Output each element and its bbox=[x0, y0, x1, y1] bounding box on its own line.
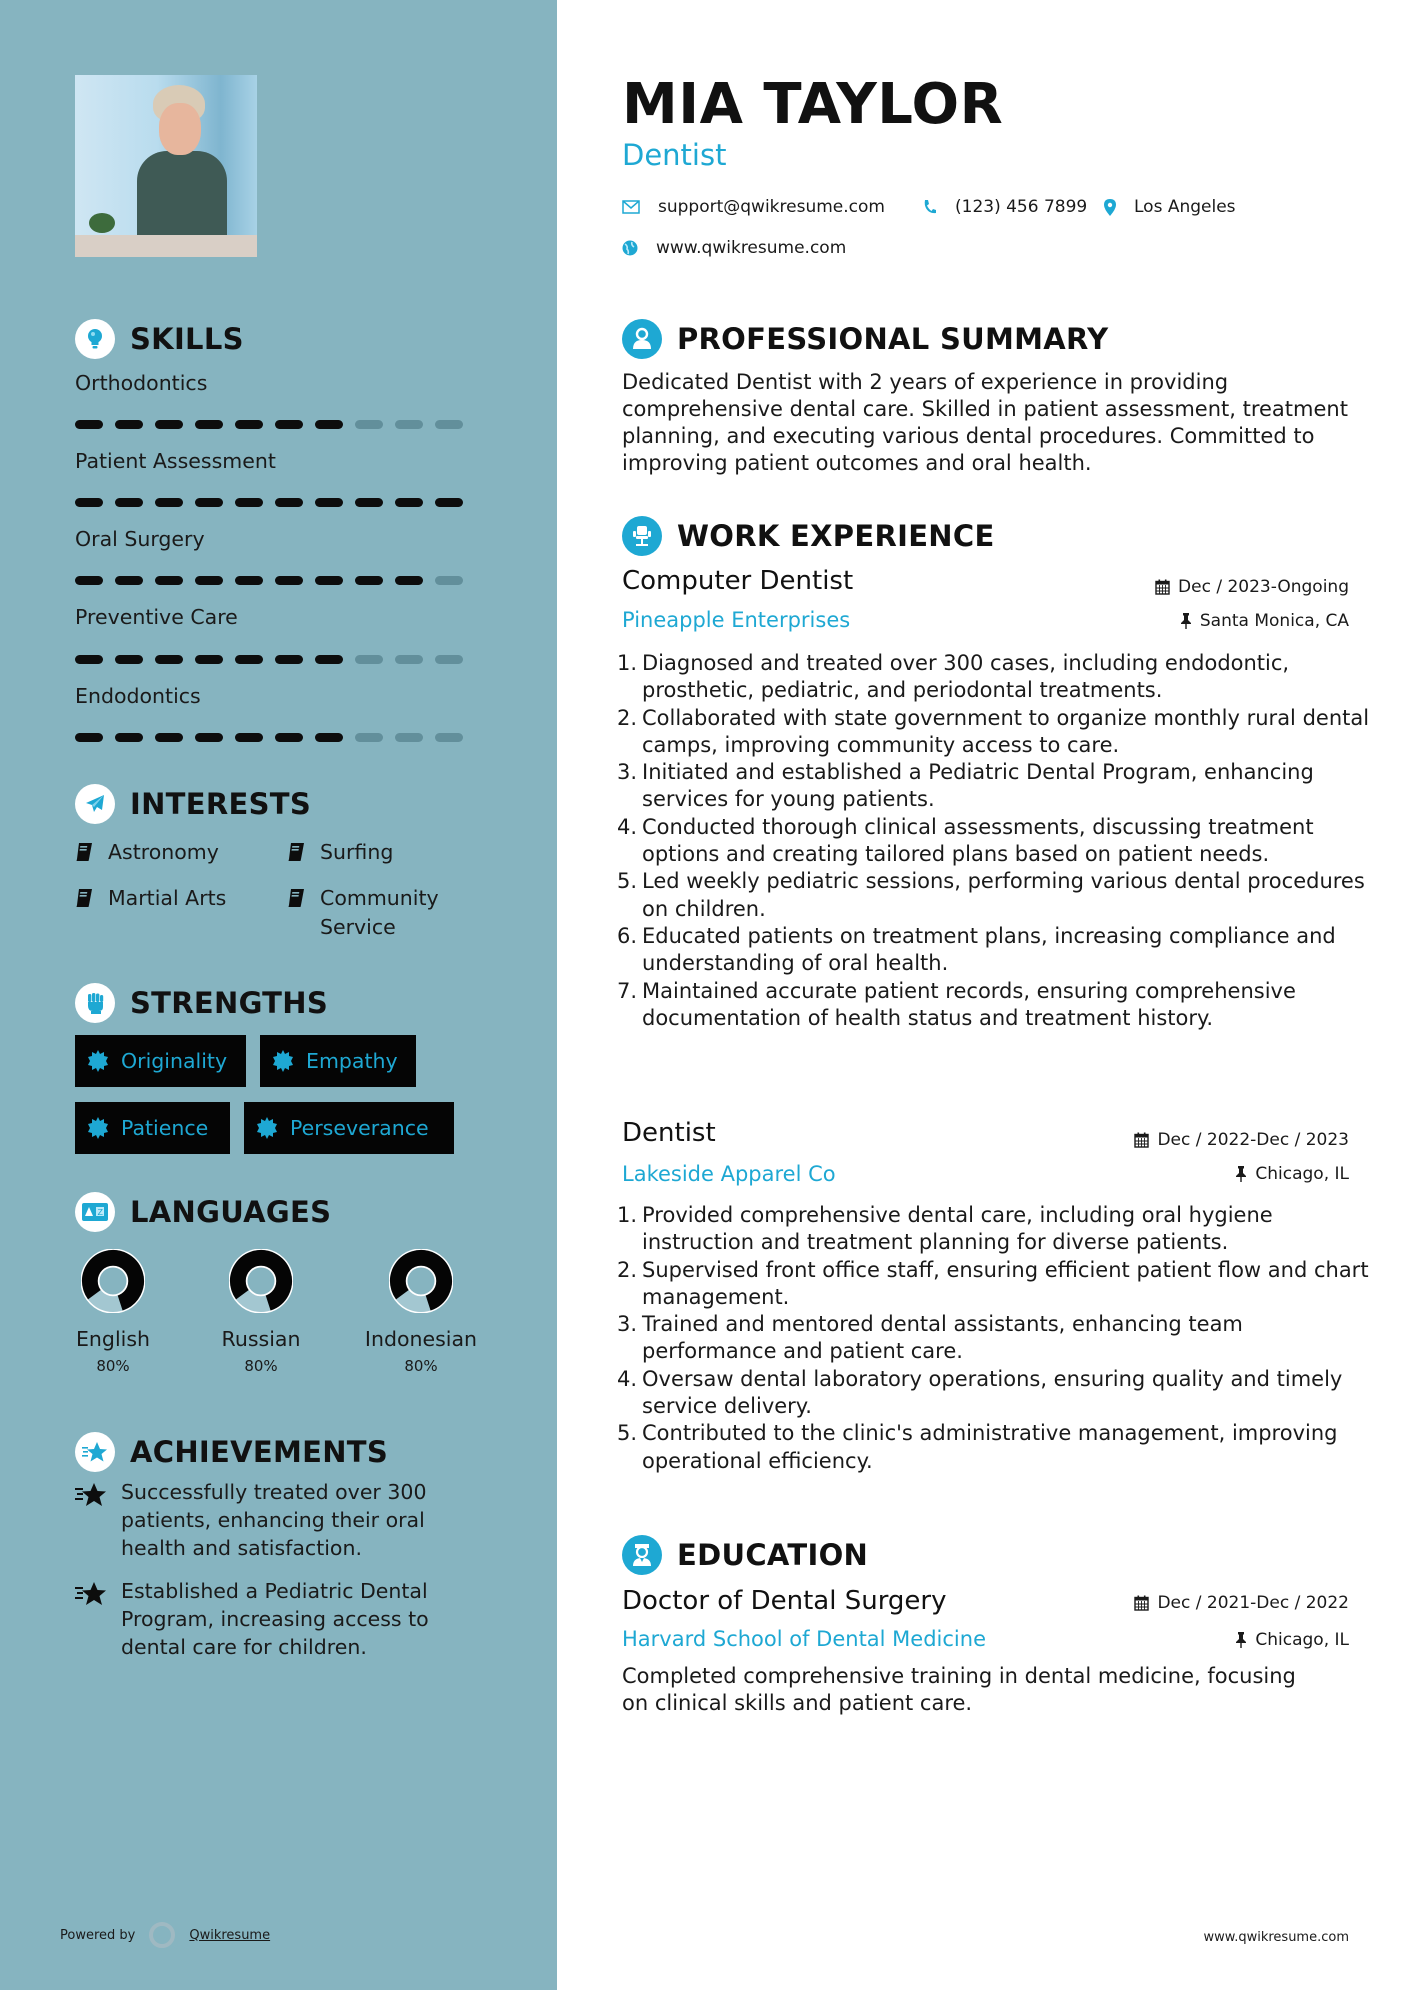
skill-rating-bar bbox=[75, 576, 463, 585]
strengths-header bbox=[75, 983, 328, 1023]
job-location: Santa Monica, CA bbox=[1180, 611, 1349, 631]
qwikresume-link[interactable]: Qwikresume bbox=[189, 1927, 271, 1943]
skill-label: Preventive Care bbox=[75, 605, 238, 629]
job-dates: Dec / 2023-Ongoing bbox=[1155, 577, 1349, 597]
powered-by: Powered by Qwikresume bbox=[60, 1922, 270, 1948]
bullet-item: 3. Trained and mentored dental assistants, enhancing team performance and patient care. bbox=[617, 1312, 1243, 1364]
degree-title: Doctor of Dental Surgery bbox=[622, 1586, 947, 1616]
strength-tag: Originality bbox=[75, 1035, 246, 1087]
achievement-item: Successfully treated over 300 patients, enhancing their oral health and satisfaction. bbox=[75, 1478, 485, 1562]
strength-tag: Patience bbox=[75, 1102, 230, 1154]
calendar-icon bbox=[1134, 1595, 1149, 1611]
paper-plane-icon bbox=[75, 784, 115, 824]
experience-heading: WORK EXPERIENCE bbox=[677, 519, 995, 553]
sidebar bbox=[0, 0, 557, 1990]
education-heading: EDUCATION bbox=[677, 1538, 869, 1572]
language-item: English 80% bbox=[43, 1249, 183, 1375]
skills-header bbox=[75, 319, 244, 359]
footer-website[interactable]: www.qwikresume.com bbox=[1203, 1930, 1349, 1945]
translate-icon bbox=[75, 1192, 115, 1232]
job-bullets bbox=[617, 1202, 1377, 1475]
education-location: Chicago, IL bbox=[1235, 1630, 1349, 1650]
school-name: Harvard School of Dental Medicine bbox=[622, 1627, 986, 1651]
interest-item: Surfing bbox=[287, 838, 393, 867]
chair-icon bbox=[622, 516, 662, 556]
interest-item: Martial Arts bbox=[75, 884, 226, 913]
summary-text: Dedicated Dentist with 2 years of experience in providing comprehensive dental care. Skilled in patient assessment, treatment planning, and executing various dental procedures. Committed to improving patient outcomes and oral health. bbox=[622, 370, 1348, 475]
calendar-icon bbox=[1134, 1132, 1149, 1148]
main-column bbox=[557, 0, 1407, 1990]
star-icon bbox=[75, 1432, 115, 1472]
job-company: Pineapple Enterprises bbox=[622, 608, 851, 632]
photo-desk bbox=[75, 235, 257, 257]
map-pin-icon bbox=[1104, 199, 1116, 216]
bullet-item: 6. Educated patients on treatment plans, increasing compliance and understanding of oral health. bbox=[617, 923, 1336, 976]
badge-burst-icon bbox=[256, 1117, 278, 1139]
interest-item: Community Service bbox=[287, 884, 467, 942]
achievements-heading: ACHIEVEMENTS bbox=[130, 1435, 389, 1469]
bullet-item: 7. Maintained accurate patient records, ensuring comprehensive documentation of health status and treatment history. bbox=[617, 978, 1296, 1030]
bullet-item: 4. Oversaw dental laboratory operations, ensuring quality and timely service delivery. bbox=[617, 1366, 1343, 1419]
calendar-icon bbox=[1155, 579, 1170, 595]
skill-label: Oral Surgery bbox=[75, 527, 205, 551]
skill-rating-bar bbox=[75, 498, 463, 507]
photo-face bbox=[159, 103, 201, 155]
qwikresume-logo-icon bbox=[149, 1922, 175, 1948]
book-icon bbox=[287, 842, 305, 862]
candidate-name: MIA TAYLOR bbox=[622, 72, 1004, 137]
achievements-header bbox=[75, 1432, 388, 1472]
job-bullets bbox=[617, 650, 1377, 1032]
svg-text:Z: Z bbox=[97, 1208, 103, 1217]
language-donut-chart bbox=[81, 1249, 145, 1313]
languages-header bbox=[75, 1192, 331, 1232]
book-icon bbox=[75, 842, 93, 862]
job-title: Computer Dentist bbox=[622, 566, 854, 596]
contact-website[interactable]: www.qwikresume.com bbox=[622, 238, 846, 258]
pushpin-icon bbox=[1180, 613, 1192, 629]
education-description: Completed comprehensive training in dental medicine, focusing on clinical skills and patient care. bbox=[622, 1664, 1296, 1715]
star-speed-icon bbox=[75, 1480, 107, 1508]
profile-photo bbox=[75, 75, 257, 257]
photo-plant bbox=[89, 213, 115, 233]
skill-label: Orthodontics bbox=[75, 371, 208, 395]
bullet-item: 3. Initiated and established a Pediatric Dental Program, enhancing services for young patients. bbox=[617, 760, 1314, 812]
candidate-title: Dentist bbox=[622, 138, 727, 172]
contact-location: Los Angeles bbox=[1104, 197, 1236, 217]
fist-icon bbox=[75, 983, 115, 1023]
badge-burst-icon bbox=[87, 1050, 109, 1072]
education-dates: Dec / 2021-Dec / 2022 bbox=[1134, 1593, 1349, 1613]
user-icon bbox=[622, 319, 662, 359]
envelope-icon bbox=[622, 200, 640, 214]
bullet-item: 2. Supervised front office staff, ensuring efficient patient flow and chart management. bbox=[617, 1257, 1369, 1309]
phone-icon bbox=[923, 199, 937, 215]
bullet-item: 4. Conducted thorough clinical assessments, discussing treatment options and creating tailored plans based on patient needs. bbox=[617, 814, 1314, 867]
experience-header bbox=[622, 516, 995, 556]
pushpin-icon bbox=[1235, 1166, 1247, 1182]
bullet-item: 1. Diagnosed and treated over 300 cases, including endodontic, prosthetic, pediatric, and periodontal treatments. bbox=[617, 651, 1290, 703]
interests-header bbox=[75, 784, 311, 824]
summary-header bbox=[622, 319, 1108, 359]
job-location: Chicago, IL bbox=[1235, 1164, 1349, 1184]
skill-rating-bar bbox=[75, 733, 463, 742]
skill-rating-bar bbox=[75, 420, 463, 429]
language-donut-chart bbox=[389, 1249, 453, 1313]
job-title: Dentist bbox=[622, 1118, 716, 1148]
education-header bbox=[622, 1535, 868, 1575]
badge-burst-icon bbox=[272, 1050, 294, 1072]
strength-tag: Empathy bbox=[260, 1035, 416, 1087]
interests-heading: INTERESTS bbox=[130, 787, 312, 821]
skill-label: Patient Assessment bbox=[75, 449, 276, 473]
achievement-item: Established a Pediatric Dental Program, increasing access to dental care for children. bbox=[75, 1577, 485, 1661]
bullet-item: 2. Collaborated with state government to organize monthly rural dental camps, improving community access to care. bbox=[617, 705, 1370, 757]
badge-burst-icon bbox=[87, 1117, 109, 1139]
job-company: Lakeside Apparel Co bbox=[622, 1162, 836, 1186]
summary-heading: PROFESSIONAL SUMMARY bbox=[677, 322, 1109, 356]
bullet-item: 1. Provided comprehensive dental care, including oral hygiene instruction and treatment planning for diverse patients. bbox=[617, 1203, 1273, 1255]
languages-heading: LANGUAGES bbox=[130, 1195, 332, 1229]
bullet-item: 5. Contributed to the clinic's administrative management, improving operational efficiency. bbox=[617, 1421, 1338, 1473]
strength-tag: Perseverance bbox=[244, 1102, 454, 1154]
job-dates: Dec / 2022-Dec / 2023 bbox=[1134, 1130, 1349, 1150]
graduate-icon bbox=[622, 1535, 662, 1575]
skill-label: Endodontics bbox=[75, 684, 201, 708]
book-icon bbox=[75, 888, 93, 908]
pushpin-icon bbox=[1235, 1632, 1247, 1648]
skill-rating-bar bbox=[75, 655, 463, 664]
bullet-item: 5. Led weekly pediatric sessions, performing various dental procedures on children. bbox=[617, 869, 1365, 921]
strengths-heading: STRENGTHS bbox=[130, 986, 329, 1020]
language-donut-chart bbox=[229, 1249, 293, 1313]
skills-heading: SKILLS bbox=[130, 322, 244, 356]
contact-phone[interactable]: (123) 456 7899 bbox=[923, 197, 1087, 217]
contact-email[interactable]: support@qwikresume.com bbox=[622, 197, 885, 217]
language-item: Russian 80% bbox=[191, 1249, 331, 1375]
globe-icon bbox=[622, 240, 638, 256]
interest-item: Astronomy bbox=[75, 838, 219, 867]
book-icon bbox=[287, 888, 305, 908]
lightbulb-icon bbox=[75, 319, 115, 359]
language-item: Indonesian 80% bbox=[351, 1249, 491, 1375]
star-speed-icon bbox=[75, 1579, 107, 1607]
